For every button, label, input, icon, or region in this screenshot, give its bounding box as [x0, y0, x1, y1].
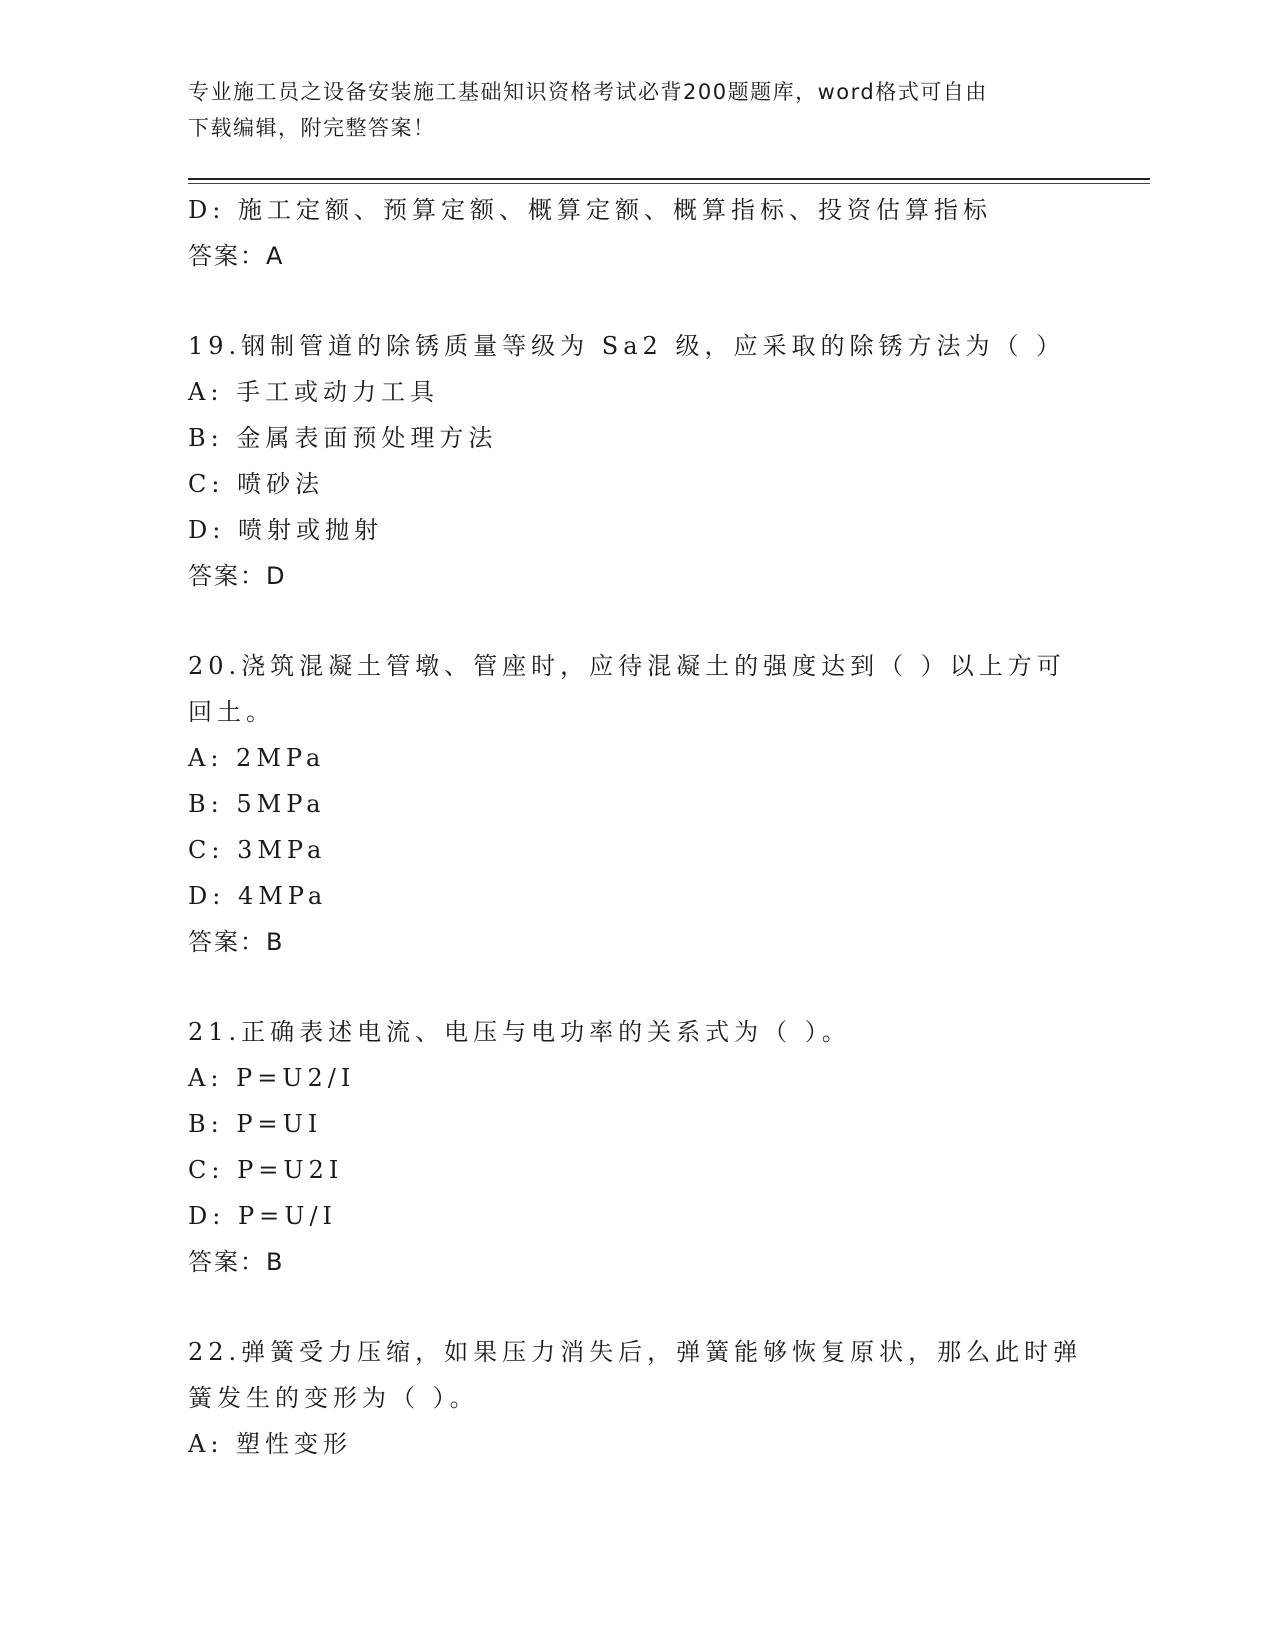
option-c: C: P=U2I: [188, 1156, 344, 1184]
option-c: C: 喷砂法: [188, 470, 325, 498]
option-a: A: 手工或动力工具: [188, 378, 440, 406]
option-d: D: 喷射或抛射: [188, 516, 383, 544]
option-b: B: 5MPa: [188, 790, 326, 818]
document-body: [188, 187, 1088, 1467]
question-stem: 20.浇筑混凝土管墩、管座时，应待混凝土的强度达到（ ）以上方可: [188, 652, 1066, 680]
question-19: [188, 323, 1088, 599]
option-c: C: 3MPa: [188, 836, 327, 864]
option-a: A: P=U2/I: [188, 1064, 356, 1092]
question-stem: 19.钢制管道的除锈质量等级为 Sa2 级，应采取的除锈方法为（ ）: [188, 332, 1066, 360]
question-21: [188, 1009, 1088, 1285]
header-line-2: 下载编辑，附完整答案！: [188, 116, 436, 140]
option-a: A: 2MPa: [188, 744, 326, 772]
option-d: D: 施工定额、预算定额、概算定额、概算指标、投资估算指标: [188, 196, 992, 224]
document-header: [188, 74, 1088, 146]
option-d: D: P=U/I: [188, 1202, 338, 1230]
answer-line: 答案：D: [188, 562, 287, 590]
header-rule-thin: [188, 183, 1150, 184]
option-a: A: 塑性变形: [188, 1430, 353, 1458]
question-stem: 21.正确表述电流、电压与电功率的关系式为（ ）。: [188, 1018, 851, 1046]
option-b: B: P=UI: [188, 1110, 323, 1138]
header-line-1: 专业施工员之设备安装施工基础知识资格考试必背200题题库，word格式可自由: [188, 80, 988, 104]
question-stem-continued: 簧发生的变形为（ ）。: [188, 1384, 479, 1412]
question-stem: 22.弹簧受力压缩，如果压力消失后，弹簧能够恢复原状，那么此时弹: [188, 1338, 1083, 1366]
question-stem-continued: 回土。: [188, 698, 275, 726]
answer-line: 答案：A: [188, 242, 285, 270]
header-rule-thick: [188, 178, 1150, 180]
question-18-tail: [188, 187, 1088, 279]
question-20: [188, 643, 1088, 965]
answer-line: 答案：B: [188, 1248, 285, 1276]
answer-line: 答案：B: [188, 928, 285, 956]
option-d: D: 4MPa: [188, 882, 328, 910]
question-22: [188, 1329, 1088, 1467]
option-b: B: 金属表面预处理方法: [188, 424, 498, 452]
